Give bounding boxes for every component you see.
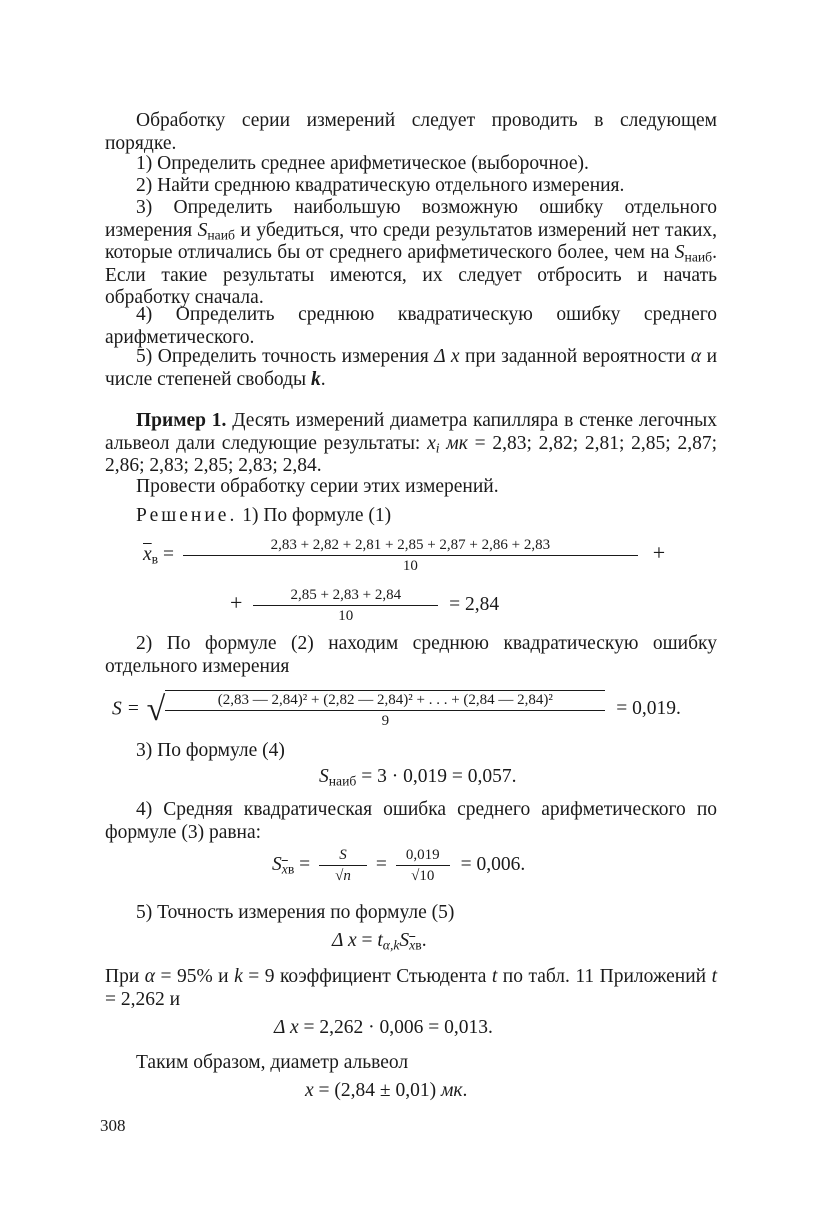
- alpha-symbol: α: [690, 346, 702, 367]
- student-text-2: = 95% и: [155, 966, 235, 987]
- equals-sign: =: [356, 930, 378, 951]
- step-1-text: 1) Определить среднее арифметическое (выборочное).: [136, 153, 589, 174]
- equation-mean-line-2: [230, 586, 499, 625]
- equation-mean-line-1: [143, 536, 665, 575]
- step-3-solution: [105, 740, 717, 763]
- x-bar: $\overline{x}$: [143, 543, 152, 565]
- naib-subscript: наиб: [207, 226, 235, 242]
- intro-paragraph: [105, 110, 717, 155]
- fraction-mean-1: [183, 536, 638, 575]
- x-bar-subscript: $\overline{x}$: [281, 861, 288, 877]
- naib-subscript: наиб: [328, 773, 357, 789]
- example-text-1: Десять измерений диаметра капилляра в стенке легочных альвеол дали следующие результаты:: [105, 410, 717, 454]
- fraction-mean-2: [253, 586, 438, 625]
- root-sign-icon: √: [146, 690, 166, 728]
- step-3-solution-text: 3) По формуле (4): [136, 740, 285, 761]
- step-5-text-c: и числе степеней свободы: [105, 346, 718, 390]
- fraction-denominator: √10: [411, 868, 435, 884]
- t-symbol: t: [711, 966, 717, 987]
- s-symbol: S: [674, 242, 685, 263]
- student-text-3: = 9 коэффициент Стьюдента: [242, 966, 492, 987]
- delta-x: Δ x: [274, 1017, 299, 1038]
- step-2-solution: [105, 633, 717, 678]
- conclusion-text: Таким образом, диаметр альвеол: [136, 1052, 409, 1073]
- fraction-numerator: 2,83 + 2,82 + 2,81 + 2,85 + 2,87 + 2,86 + 2,83: [183, 536, 638, 556]
- step-5-solution: [105, 902, 717, 925]
- equals-sign: =: [294, 853, 311, 875]
- page-number: 308: [100, 1116, 126, 1135]
- t-symbol: t: [377, 930, 383, 951]
- step-4-solution-text: 4) Средняя квадратическая ошибка среднего арифметического по формуле (3) равна:: [105, 799, 717, 843]
- final-value: = (2,84 ± 0,01): [313, 1080, 441, 1101]
- x-bar-subscript: $\overline{x}$: [409, 937, 416, 953]
- v-subscript: в: [151, 551, 159, 567]
- step-4-text: 4) Определить среднюю квадратическую ошибку среднего арифметического.: [105, 304, 717, 348]
- student-text-5: = 2,262 и: [105, 988, 181, 1010]
- std-result: = 0,019.: [616, 698, 681, 720]
- step-3-text-b: и убедиться, что среди результатов измерений нет таких, которые отличались бы от среднего арифметического более, чем на: [105, 219, 718, 263]
- equals-sign: =: [158, 543, 174, 565]
- equation-mean-error: [272, 846, 525, 885]
- equation-max-error: [319, 766, 516, 789]
- example-task: [105, 476, 717, 499]
- example-text-2: = 2,83; 2,82; 2,81; 2,85; 2,87; 2,86; 2,83; 2,85; 2,83; 2,84.: [105, 432, 717, 476]
- s-symbol: S: [399, 930, 410, 951]
- equation-dx-value: [274, 1017, 493, 1040]
- solution-label: Решение.: [136, 505, 238, 526]
- student-text-4: по табл. 11 Приложений: [497, 966, 712, 987]
- step-4: [105, 304, 717, 349]
- step-5-text-d: .: [320, 368, 326, 390]
- student-text-1: При: [105, 966, 145, 987]
- conclusion: [105, 1052, 717, 1075]
- delta-x: Δ x: [434, 346, 460, 367]
- step-2-text: 2) Найти среднюю квадратическую отдельного измерения.: [136, 175, 625, 196]
- step-5: [105, 346, 717, 391]
- fraction-numerator: S: [319, 846, 367, 866]
- x-symbol: x: [427, 432, 436, 454]
- equals-sign: =: [375, 853, 387, 875]
- t-subscript: α,k: [382, 937, 400, 953]
- example-task-text: Провести обработку серии этих измерений.: [136, 476, 499, 497]
- fraction-s-sqrt-n: [319, 846, 367, 885]
- fraction-denominator: 10: [338, 608, 354, 624]
- i-subscript: i: [435, 439, 440, 455]
- period: .: [421, 930, 427, 951]
- s-equals: S =: [112, 698, 140, 720]
- student-paragraph: [105, 966, 717, 1011]
- fraction-denominator: √n: [335, 868, 351, 884]
- unit-mk: мк: [446, 432, 468, 454]
- solution-text: 1) По формуле (1): [237, 505, 392, 526]
- v-subscript: в: [415, 937, 422, 953]
- step-1: [105, 153, 717, 176]
- fraction-numerator: 0,019: [396, 846, 450, 866]
- fraction-numerator: (2,83 — 2,84)² + (2,82 — 2,84)² + . . . + (2,84 — 2,84)²: [165, 690, 605, 711]
- step-3: [105, 197, 717, 310]
- naib-subscript: наиб: [684, 249, 713, 265]
- fraction-value: [396, 846, 450, 885]
- k-symbol: k: [234, 966, 243, 987]
- period: .: [462, 1080, 468, 1101]
- fraction-std: [165, 690, 605, 730]
- delta-x: Δ x: [332, 930, 357, 951]
- s-symbol: S: [272, 853, 282, 875]
- step-5-text-a: 5) Определить точность измерения: [136, 346, 435, 367]
- t-symbol: t: [491, 966, 498, 987]
- fraction-numerator: 2,85 + 2,83 + 2,84: [253, 586, 438, 606]
- step-5-solution-text: 5) Точность измерения по формуле (5): [136, 902, 455, 923]
- fraction-denominator: 9: [381, 713, 390, 729]
- v-subscript: в: [287, 861, 295, 877]
- step-3-text-c: . Если такие результаты имеются, их следует отбросить и начать обработку сначала.: [105, 242, 717, 308]
- step-3-text-a: 3) Определить наибольшую возможную ошибку отдельного измерения: [105, 197, 717, 241]
- x-symbol: x: [305, 1080, 314, 1101]
- unit-mk: мк: [440, 1080, 463, 1101]
- equation-std: [112, 690, 681, 730]
- s-symbol: S: [319, 766, 329, 787]
- plus-sign: +: [230, 589, 243, 615]
- mean-error-result: = 0,006.: [460, 853, 526, 875]
- solution-line: [105, 505, 717, 528]
- example-label: Пример 1.: [136, 410, 227, 431]
- step-2: [105, 175, 717, 198]
- step-5-text-b: при заданной вероятности: [459, 346, 691, 367]
- step-4-solution: [105, 799, 717, 844]
- intro-text: Обработку серии измерений следует проводить в следующем порядке.: [105, 110, 717, 154]
- example-paragraph: [105, 410, 717, 478]
- k-symbol: k: [310, 368, 321, 390]
- max-error-eq: = 3 · 0,019 = 0,057.: [356, 766, 517, 787]
- mean-result: = 2,84: [449, 593, 500, 615]
- step-2-solution-text: 2) По формуле (2) находим среднюю квадратическую ошибку отдельного измерения: [105, 633, 717, 677]
- alpha-symbol: α: [144, 966, 155, 987]
- equation-final: [305, 1080, 467, 1103]
- dx-value: = 2,262 · 0,006 = 0,013.: [298, 1017, 493, 1038]
- equation-accuracy: [332, 930, 427, 953]
- fraction-denominator: 10: [402, 558, 418, 574]
- plus-sign: +: [652, 539, 666, 565]
- s-symbol: S: [197, 219, 208, 241]
